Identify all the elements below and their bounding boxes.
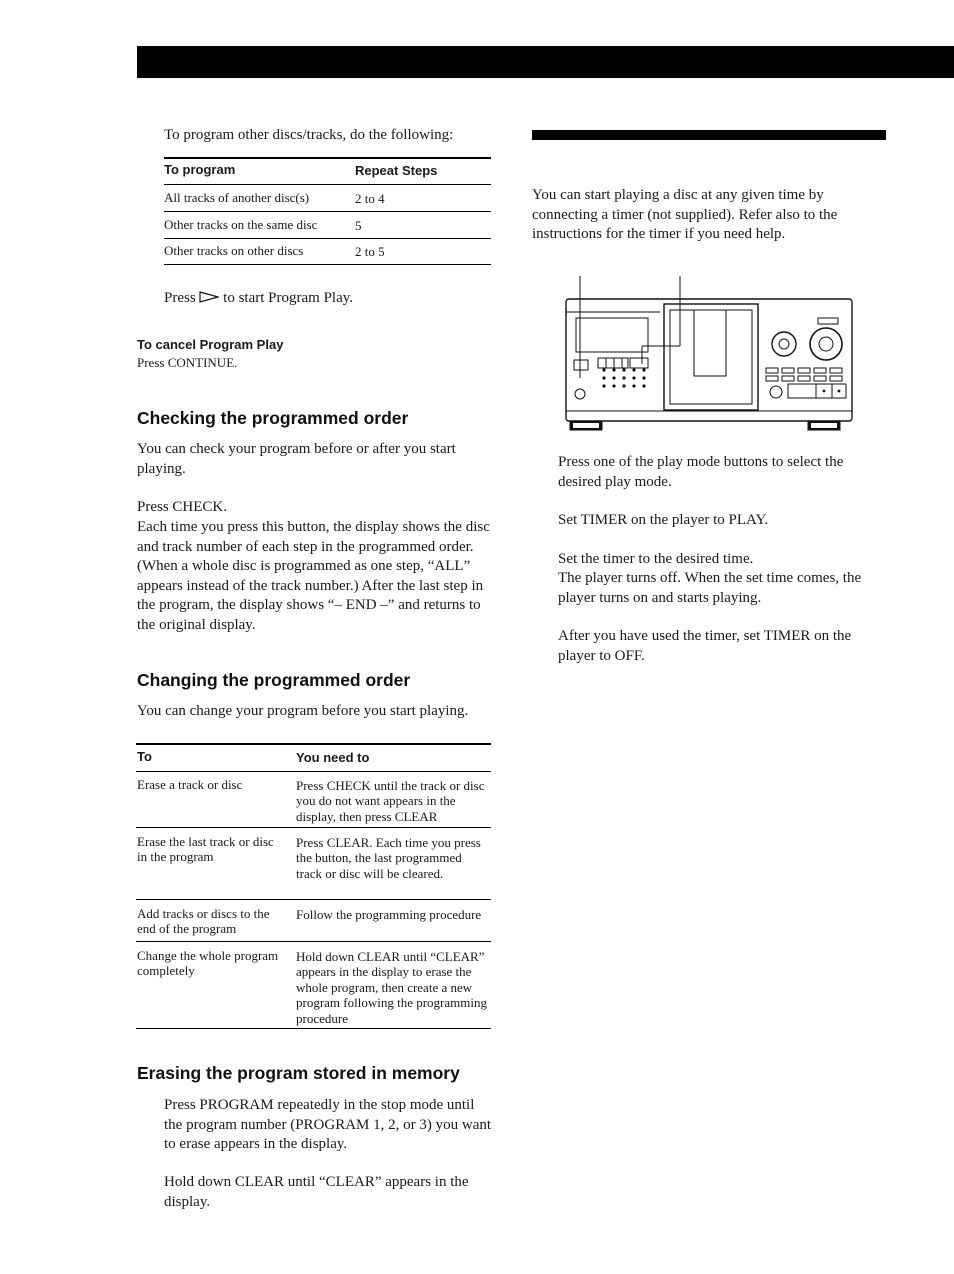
table-cell: Press CLEAR. Each time you press the button, the last programmed track or disc will be cleared. bbox=[296, 835, 481, 881]
table-cell: Follow the programming procedure bbox=[296, 907, 482, 922]
section-rule bbox=[532, 130, 886, 140]
table-cell: 2 to 5 bbox=[355, 244, 385, 259]
erasing-step-1: Press PROGRAM repeatedly in the stop mode until the program number (PROGRAM 1, 2, or 3) you want to erase appears in the display. bbox=[164, 1097, 492, 1152]
table-cell: Erase a track or disc bbox=[137, 777, 243, 792]
table-cell: Press CHECK until the track or disc you do not want appears in the display, then press CLEAR bbox=[296, 778, 485, 824]
timer-step-3: Set the timer to the desired time. bbox=[558, 551, 754, 567]
table-cell: Erase the last track or disc in the program bbox=[137, 834, 274, 865]
table-cell: Other tracks on the same disc bbox=[164, 217, 318, 232]
repeat-intro: To program other discs/tracks, do the following: bbox=[164, 127, 454, 143]
checking-step: Press CHECK. bbox=[137, 499, 228, 515]
repeat-table-header-steps: Repeat Steps bbox=[355, 163, 438, 178]
table-cell: Hold down CLEAR until “CLEAR” appears in the display to erase the whole program, then create a new program following the programming procedure bbox=[296, 949, 487, 1026]
changing-table-header-to: To bbox=[137, 749, 152, 764]
table-cell: 2 to 4 bbox=[355, 191, 385, 206]
timer-step-1: Press one of the play mode buttons to select the desired play mode. bbox=[558, 454, 844, 490]
timer-intro: You can start playing a disc at any given time by connecting a timer (not supplied). Refer also to the instructions for the timer if you need help. bbox=[532, 187, 838, 242]
timer-step-3-description: The player turns off. When the set time comes, the player turns on and starts playing. bbox=[558, 570, 862, 606]
repeat-table-header-program: To program bbox=[164, 162, 236, 177]
erasing-heading: Erasing the program stored in memory bbox=[137, 1063, 460, 1083]
timer-step-2: Set TIMER on the player to PLAY. bbox=[558, 512, 769, 528]
table-cell: 5 bbox=[355, 218, 362, 233]
cd-player-illustration bbox=[560, 272, 860, 443]
press-play-instruction: Press to start Program Play. bbox=[164, 289, 353, 310]
play-triangle-icon bbox=[199, 290, 219, 310]
table-cell: Other tracks on other discs bbox=[164, 243, 304, 258]
cancel-heading: To cancel Program Play bbox=[137, 337, 284, 352]
timer-step-4: After you have used the timer, set TIMER on the player to OFF. bbox=[558, 628, 852, 664]
table-cell: Add tracks or discs to the end of the program bbox=[137, 906, 270, 937]
changing-intro: You can change your program before you start playing. bbox=[137, 703, 469, 719]
header-bar bbox=[137, 46, 954, 78]
checking-description: Each time you press this button, the display shows the disc and track number of each step in the programmed order. (When a whole disc is programmed as one step, “ALL” appears instead of the track number.) After the last step in the program, the display shows “– END –” and returns to the original display. bbox=[137, 519, 490, 633]
table-cell: Change the whole program completely bbox=[137, 948, 279, 979]
cancel-text: Press CONTINUE. bbox=[137, 355, 238, 370]
checking-heading: Checking the programmed order bbox=[137, 408, 409, 428]
table-cell: All tracks of another disc(s) bbox=[164, 190, 310, 205]
changing-heading: Changing the programmed order bbox=[137, 670, 411, 690]
changing-table-header-need: You need to bbox=[296, 750, 370, 765]
checking-para: You can check your program before or after you start playing. bbox=[137, 441, 456, 477]
erasing-step-2: Hold down CLEAR until “CLEAR” appears in the display. bbox=[164, 1174, 469, 1210]
